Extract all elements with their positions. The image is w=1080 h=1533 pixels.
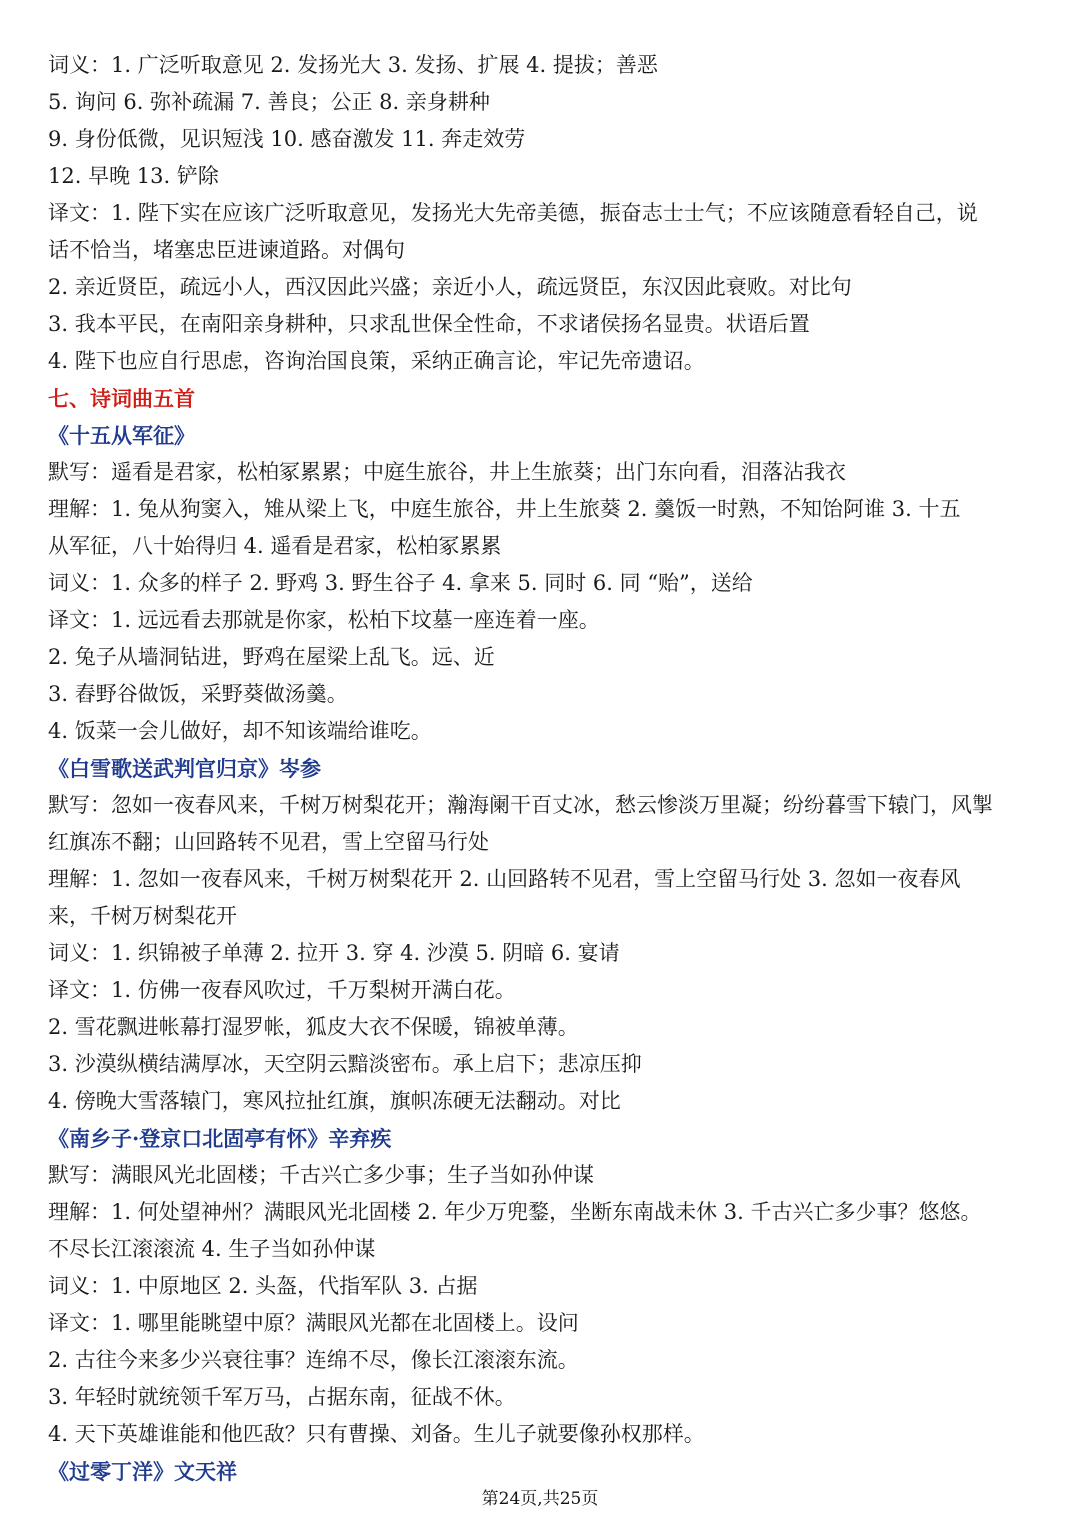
text-line: 词义：1. 织锦被子单薄 2. 拉开 3. 穿 4. 沙漠 5. 阴暗 6. 宴请 [48,941,620,965]
text-line: 理解：1. 何处望神州？满眼风光北固楼 2. 年少万兜鍪，坐断东南战未休 3. 千古兴亡多少事？悠悠。 [48,1200,982,1224]
text-line: 理解：1. 兔从狗窦入，雉从梁上飞，中庭生旅谷，井上生旅葵 2. 羹饭一时熟，不知饴阿谁 3. 十五 [48,497,961,521]
text-line: 9. 身份低微，见识短浅 10. 感奋激发 11. 奔走效劳 [48,127,526,151]
text-line: 译文：1. 远远看去那就是你家，松柏下坟墓一座连着一座。 [48,608,600,632]
text-line: 3. 舂野谷做饭，采野葵做汤羹。 [48,682,348,706]
text-line: 5. 询问 6. 弥补疏漏 7. 善良；公正 8. 亲身耕种 [48,90,490,114]
text-line: 红旗冻不翻；山回路转不见君，雪上空留马行处 [48,830,489,854]
text-line: 2. 雪花飘进帐幕打湿罗帐，狐皮大衣不保暖，锦被单薄。 [48,1015,579,1039]
text-line: 话不恰当，堵塞忠臣进谏道路。对偶句 [48,238,405,262]
text-line: 2. 亲近贤臣，疏远小人，西汉因此兴盛；亲近小人，疏远贤臣，东汉因此衰败。对比句 [48,275,852,299]
text-line: 从军征，八十始得归 4. 遥看是君家，松柏冢累累 [48,534,502,558]
text-line: 不尽长江滚滚流 4. 生子当如孙仲谋 [48,1237,376,1261]
text-line: 4. 饭菜一会儿做好，却不知该端给谁吃。 [48,719,432,743]
text-line: 4. 天下英雄谁能和他匹敌？只有曹操、刘备。生儿子就要像孙权那样。 [48,1422,705,1446]
document-body [48,47,1048,1490]
text-line: 理解：1. 忽如一夜春风来，千树万树梨花开 2. 山回路转不见君，雪上空留马行处 3. 忽如一夜春风 [48,867,961,891]
text-line: 译文：1. 哪里能眺望中原？满眼风光都在北固楼上。设问 [48,1311,579,1335]
text-line: 3. 我本平民，在南阳亲身耕种，只求乱世保全性命，不求诸侯扬名显贵。状语后置 [48,312,810,336]
text-line: 2. 兔子从墙洞钻进，野鸡在屋梁上乱飞。远、近 [48,645,495,669]
text-line: 默写：遥看是君家，松柏冢累累；中庭生旅谷，井上生旅葵；出门东向看，泪落沾我衣 [48,460,846,484]
text-line: 12. 早晚 13. 铲除 [48,164,219,188]
text-line: 默写：满眼风光北固楼；千古兴亡多少事；生子当如孙仲谋 [48,1163,594,1187]
poem-title: 《白雪歌送武判官归京》岑参 [48,756,321,781]
text-line: 4. 陛下也应自行思虑，咨询治国良策，采纳正确言论，牢记先帝遗诏。 [48,349,705,373]
text-line: 默写：忽如一夜春风来，千树万树梨花开；瀚海阑干百丈冰，愁云惨淡万里凝；纷纷暮雪下辕门，风掣 [48,793,993,817]
text-line: 2. 古往今来多少兴衰往事？连绵不尽，像长江滚滚东流。 [48,1348,579,1372]
page-number: 第24页,共25页 [481,1489,599,1509]
text-line: 译文：1. 陛下实在应该广泛听取意见，发扬光大先帝美德，振奋志士士气；不应该随意看轻自己，说 [48,201,978,225]
text-line: 来，千树万树梨花开 [48,904,237,928]
section-heading: 七、诗词曲五首 [48,386,195,411]
poem-title: 《南乡子·登京口北固亭有怀》辛弃疾 [48,1126,392,1151]
text-line: 词义：1. 中原地区 2. 头盔，代指军队 3. 占据 [48,1274,478,1298]
text-line: 3. 沙漠纵横结满厚冰，天空阴云黯淡密布。承上启下；悲凉压抑 [48,1052,642,1076]
text-line: 4. 傍晚大雪落辕门，寒风拉扯红旗，旗帜冻硬无法翻动。对比 [48,1089,621,1113]
poem-title: 《十五从军征》 [48,423,195,448]
text-line: 词义：1. 广泛听取意见 2. 发扬光大 3. 发扬、扩展 4. 提拔；善恶 [48,53,658,77]
text-line: 译文：1. 仿佛一夜春风吹过，千万梨树开满白花。 [48,978,516,1002]
poem-title: 《过零丁洋》文天祥 [48,1459,237,1484]
text-line: 3. 年轻时就统领千军万马，占据东南，征战不休。 [48,1385,516,1409]
text-line: 词义：1. 众多的样子 2. 野鸡 3. 野生谷子 4. 拿来 5. 同时 6. 同 “贻”，送给 [48,571,753,595]
